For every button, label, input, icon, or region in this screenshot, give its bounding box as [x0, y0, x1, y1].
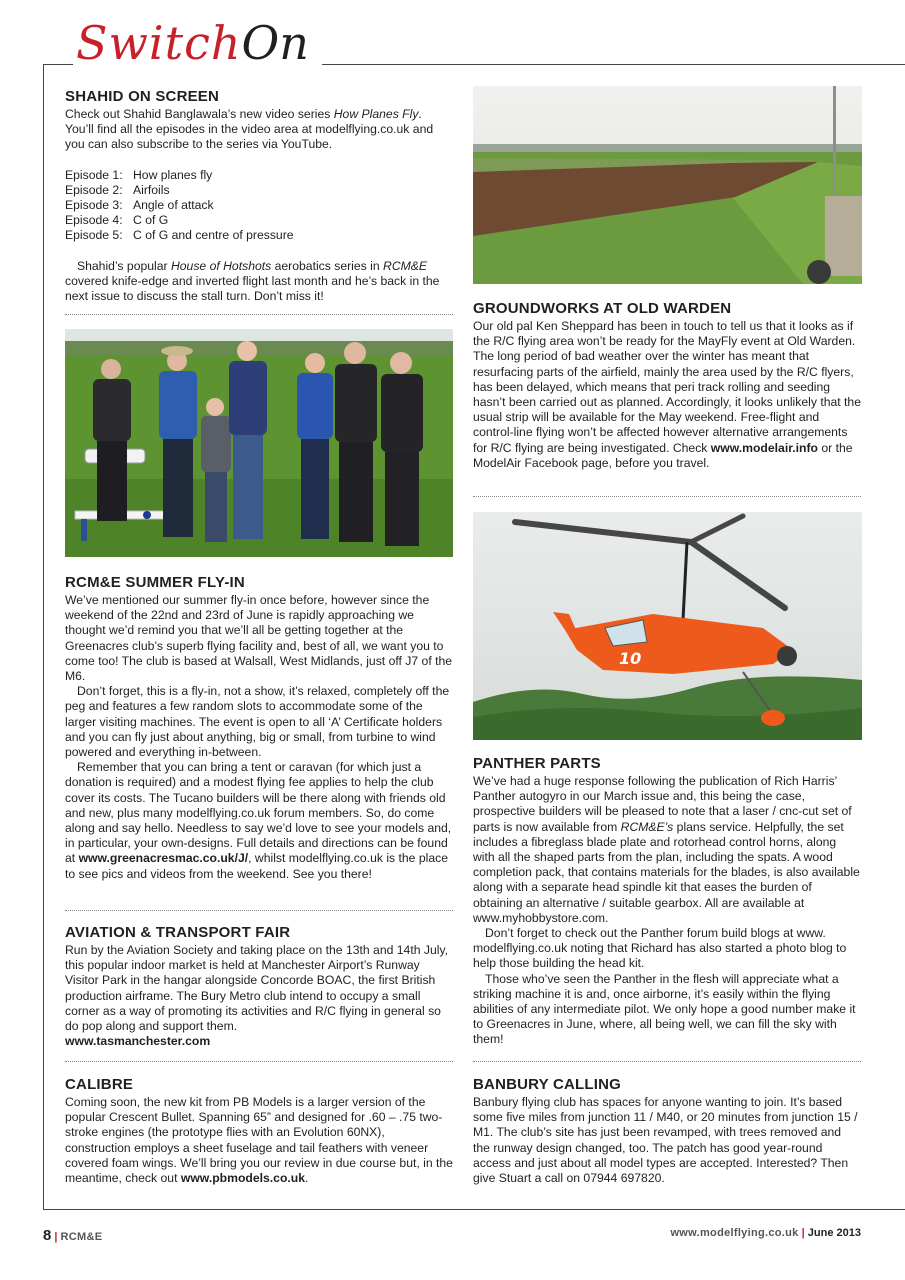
- article-heading: AVIATION & TRANSPORT FAIR: [65, 924, 291, 941]
- masthead-switch: Switch: [76, 16, 242, 70]
- footer-right: [670, 1227, 861, 1239]
- list-item: Episode 4: C of G: [65, 213, 169, 228]
- frame-rule: [43, 64, 44, 1210]
- divider: [473, 496, 861, 497]
- article-groundworks: [473, 300, 861, 471]
- list-item: Episode 5: C of G and centre of pressure: [65, 228, 294, 243]
- article-paragraph: We’ve had a huge response following the publication of Rich Harris’ Panther autogyro in our March issue and, this being the case, prospective builders will be pleased to note that a laser / cnc-cut set of parts is now available from RCM&E’s plans service. Helpfully, the set includes a fibreglass blade plate and rotorhead control horns, along with all the shaped parts from the plan, including the spats. A wood completion pack, that contains materials for the blades, is also available along with a separate head spindle kit that eases the burden of obtaining an alternative / suitable gearbox. All are available at www.myhobbystore.com.: [473, 774, 860, 925]
- web-link[interactable]: www.tasmanchester.com: [65, 1034, 211, 1049]
- article-paragraph: Banbury flying club has spaces for anyone wanting to join. It’s based some five miles from junction 11 / M40, or 20 minutes from junction 15 / M1. The club’s site has just been revamped, with trees removed and the runway design changed, too. The patch has good year-round access and just about all model types are accepted. Interested? Then give Stuart a call on 07944 697820.: [473, 1095, 858, 1186]
- article-paragraph: Don’t forget, this is a fly-in, not a show, it’s relaxed, completely off the peg and features a few random slots to accommodate some of the larger visiting machines. The event is open to all ‘A’ Certificate holders and you can fly just about anything, big or small, from turbine to wind powered and everything in-between.: [65, 684, 450, 760]
- frame-rule: [322, 64, 905, 65]
- article-heading: CALIBRE: [65, 1076, 134, 1093]
- footer-separator: |: [54, 1231, 58, 1243]
- web-link[interactable]: www.modelair.info: [710, 440, 818, 455]
- footer-url[interactable]: www.modelflying.co.uk: [670, 1227, 799, 1239]
- article-calibre: [65, 1076, 453, 1186]
- article-paragraph: Our old pal Ken Sheppard has been in touch to tell us that it looks as if the R/C flying area won’t be ready for the MayFly event at Old Warden. The long period of bad weather over the winter has meant that resurfacing parts of the airfield, mainly the area used by the R/C flyers, has been delayed, which means that peri track rolling and seeding hasn’t been carried out as planned. Accordingly, it looks unlikely that the usual strip will be available for the May weekend. Free-flight and control-line flying won’t be affected however alternative arrangements for R/C flying are being investigated. Check www.modelair.info or the ModelAir Facebook page, before you travel.: [473, 319, 861, 470]
- article-heading: PANTHER PARTS: [473, 755, 601, 772]
- article-paragraph: Coming soon, the new kit from PB Models is a larger version of the popular Crescent Bullet. Spanning 65” and designed for .60 – .75 two-stroke engines (the prototype flies with an Evolution 60NX), construction employs a sheet fuselage and tail feathers with veneer covered foam wings. We’ll bring you our review in due course but, in the meantime, check out www.pbmodels.co.uk.: [65, 1095, 453, 1186]
- article-heading: GROUNDWORKS AT OLD WARDEN: [473, 300, 732, 317]
- episode-list: [65, 168, 453, 244]
- footer-separator: |: [801, 1227, 805, 1239]
- web-link[interactable]: www.greenacresmac.co.uk/J/: [78, 851, 249, 866]
- article-paragraph: Shahid’s popular House of Hotshots aerobatics series in RCM&E covered knife-edge and inverted flight last month and he’s back in the next issue to discuss the stall turn. Don’t miss it!: [65, 258, 440, 304]
- section-masthead: [76, 16, 309, 86]
- article-panther: [473, 755, 861, 1048]
- article-paragraph: We’ve mentioned our summer fly-in once before, however since the weekend of the 22nd and 23rd of June is rapidly approaching we thought we’d remind you that we’ll all be getting together at the Greenacres club’s superb flying facility and, best of all, we want you to come too! The club is based at Walsall, West Midlands, just off J7 of the M6.: [65, 593, 453, 684]
- article-heading: RCM&E SUMMER FLY-IN: [65, 574, 245, 591]
- article-paragraph: Those who’ve seen the Panther in the flesh will appreciate what a striking machine it is and, once airborne, it’s easily within the flying abilities of any intermediate pilot. We only hope a good number make it to Greenacres in June, where, all being well, we can fill the sky with them!: [473, 971, 856, 1047]
- article-aviation: [65, 924, 453, 1049]
- fuselage-number: 10: [619, 649, 642, 668]
- list-item: Episode 1: How planes fly: [65, 167, 213, 182]
- article-shahid: [65, 88, 453, 304]
- autogyro-photo: [473, 512, 862, 740]
- article-paragraph: Check out Shahid Banglawala’s new video series How Planes Fly. You’ll find all the episodes in the video area at modelflying.co.uk and you can also subscribe to the series via YouTube.: [65, 107, 434, 152]
- group-photo: [65, 329, 453, 557]
- page-number: 8: [43, 1227, 52, 1244]
- footer-issue: June 2013: [807, 1227, 861, 1239]
- divider: [473, 1061, 861, 1062]
- frame-rule: [43, 64, 73, 65]
- article-paragraph: [65, 1034, 453, 1049]
- divider: [65, 910, 453, 911]
- list-item: Episode 2: Airfoils: [65, 182, 170, 197]
- list-item: Episode 3: Angle of attack: [65, 198, 214, 213]
- article-paragraph: Run by the Aviation Society and taking place on the 13th and 14th July, this popular indoor market is held at Manchester Airport’s Runway Visitor Park in the hangar alongside Concorde BOAC, the first British production airframe. The Bury Metro club intend to occupy a small corner as a way of promoting its activities and R/C flying in general so do pop along and support them.: [65, 943, 449, 1034]
- divider: [65, 314, 453, 315]
- web-link[interactable]: www.pbmodels.co.uk: [180, 1171, 305, 1186]
- footer-left: [43, 1227, 102, 1244]
- article-paragraph: Don’t forget to check out the Panther forum build blogs at www. modelflying.co.uk noting that Richard has also started a photo blog to help those building the head kit.: [473, 926, 847, 971]
- article-flyin: [65, 574, 453, 882]
- frame-rule: [43, 1209, 905, 1210]
- article-banbury: [473, 1076, 861, 1186]
- article-paragraph: Remember that you can bring a tent or caravan (for which just a donation is required) and a modest flying fee applies to help the club cover its costs. The Tucano builders will be there along with friends old and new, plus many modelflying.co.uk forum members. So, do come along and say hello. Needless to say we’d love to see your models and, in particular, your own-designs. Full details and directions can be found at www.greenacresmac.co.uk/J/, whilst modelflying.co.uk is the place to see pics and videos from the weekend. See you there!: [65, 760, 452, 881]
- article-heading: SHAHID ON SCREEN: [65, 88, 220, 105]
- article-heading: BANBURY CALLING: [473, 1076, 621, 1093]
- footer-magazine: RCM&E: [60, 1231, 103, 1243]
- divider: [65, 1061, 453, 1062]
- masthead-on: On: [241, 16, 309, 70]
- airfield-photo: [473, 86, 862, 284]
